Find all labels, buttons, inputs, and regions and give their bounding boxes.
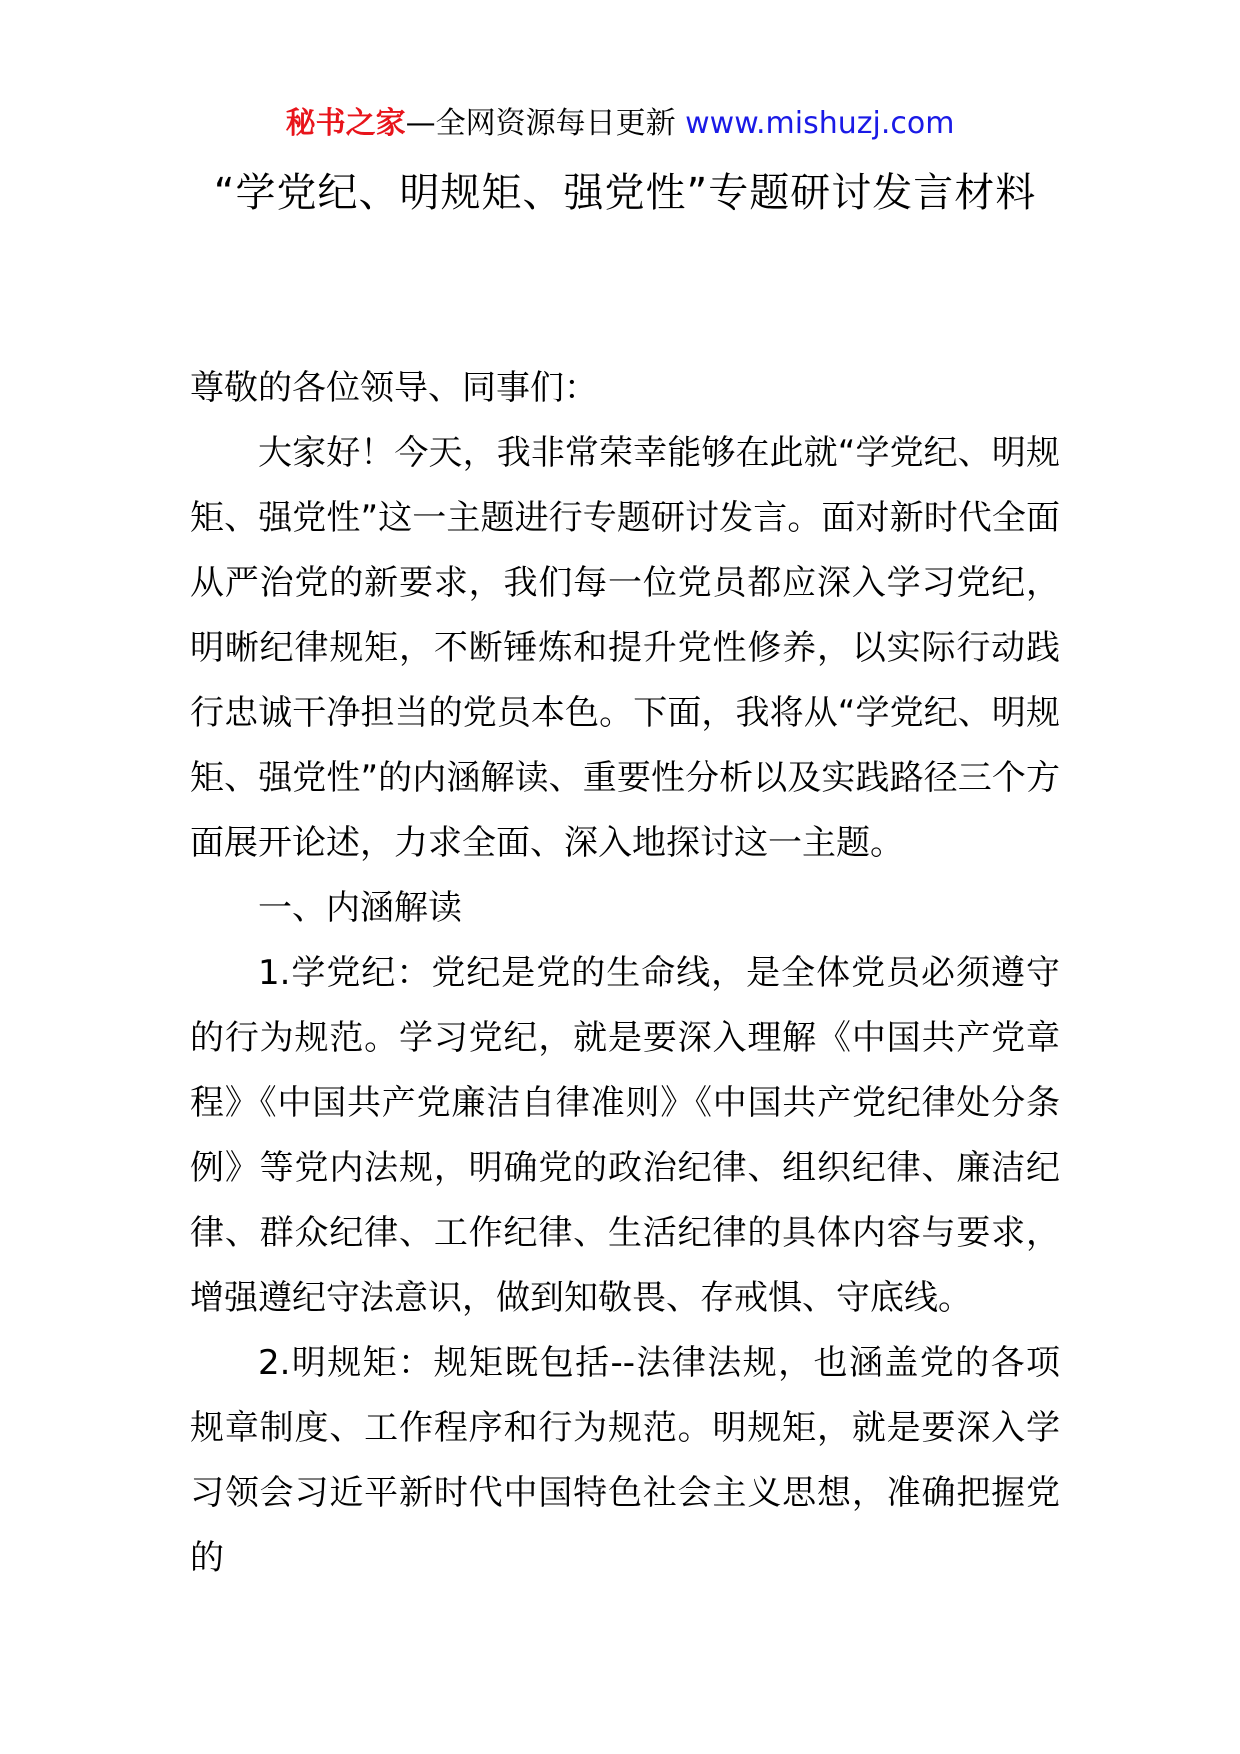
document-title: “学党纪、明规矩、强党性”专题研讨发言材料 bbox=[213, 170, 1037, 216]
paragraph-item-1: 1.学党纪：党纪是党的生命线，是全体党员必须遵守的行为规范。学习党纪，就是要深入理解《中国共产党章程》《中国共产党廉洁自律准则》《中国共产党纪律处分条例》等党内法规，明确党的政治纪律、组织纪律、廉洁纪律、群众纪律、工作纪律、生活纪律的具体内容与要求，增强遵纪守法意识，做到知敬畏、存戒惧、守底线。 bbox=[190, 953, 1060, 1318]
site-header bbox=[0, 102, 1240, 146]
salutation: 尊敬的各位领导、同事们： bbox=[190, 368, 598, 408]
paragraph-item-2: 2.明规矩：规矩既包括--法律法规，也涵盖党的各项规章制度、工作程序和行为规范。明规矩，就是要深入学习领会习近平新时代中国特色社会主义思想，准确把握党的 bbox=[190, 1343, 1060, 1578]
paragraph-intro: 大家好！今天，我非常荣幸能够在此就“学党纪、明规矩、强党性”这一主题进行专题研讨发言。面对新时代全面从严治党的新要求，我们每一位党员都应深入学习党纪，明晰纪律规矩，不断锤炼和提升党性修养，以实际行动践行忠诚干净担当的党员本色。下面，我将从“学党纪、明规矩、强党性”的内涵解读、重要性分析以及实践路径三个方面展开论述，力求全面、深入地探讨这一主题。 bbox=[190, 433, 1060, 863]
site-url-link[interactable]: www.mishuzj.com bbox=[685, 106, 955, 141]
brand-name: 秘书之家 bbox=[285, 106, 406, 141]
header-tagline: —全网资源每日更新 bbox=[405, 106, 676, 141]
document-body bbox=[190, 356, 1060, 1591]
section-heading: 一、内涵解读 bbox=[258, 888, 462, 928]
